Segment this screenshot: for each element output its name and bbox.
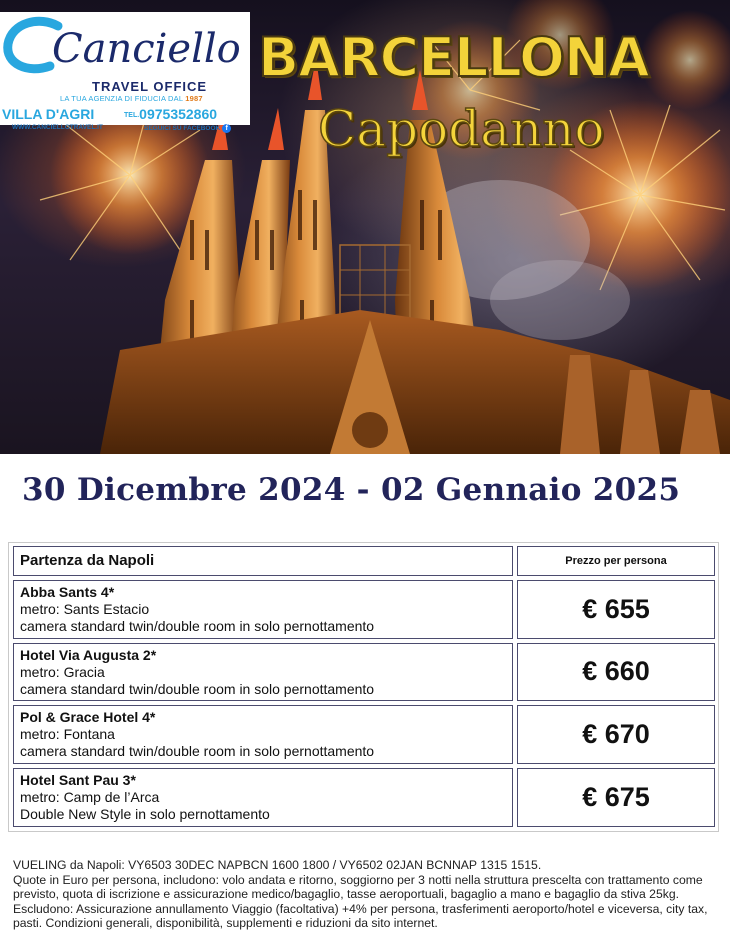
hotel-room: camera standard twin/double room in solo pernottamento <box>20 743 375 759</box>
logo-phone-number: 0975352860 <box>139 106 218 122</box>
hotel-metro: metro: Fontana <box>20 726 115 742</box>
hotel-metro: metro: Sants Estacio <box>20 601 150 617</box>
event-subtitle: Capodanno <box>318 100 605 158</box>
flight-details: VUELING da Napoli: VY6503 30DEC NAPBCN 1600 1800 / VY6502 02JAN BCNNAP 1315 1515. <box>13 858 542 872</box>
logo-tagline <box>60 94 203 103</box>
hotel-metro: metro: Gracia <box>20 664 105 680</box>
table-header-price: Prezzo per persona <box>517 546 715 576</box>
logo-website-link[interactable]: WWW.CANCIELLOTRAVEL.IT <box>12 124 103 131</box>
terms-footer <box>13 858 723 931</box>
logo-phone <box>124 106 217 122</box>
hotel-metro: metro: Camp de l’Arca <box>20 789 160 805</box>
facebook-icon: f <box>222 124 231 133</box>
hotel-name: Hotel Via Augusta 2* <box>20 647 157 663</box>
canciello-logo-script <box>0 12 241 82</box>
hotel-room: Double New Style in solo pernottamento <box>20 806 270 822</box>
hotel-room: camera standard twin/double room in solo pernottamento <box>20 681 375 697</box>
agency-logo <box>0 12 250 133</box>
hotel-price: € 670 <box>517 705 715 764</box>
logo-brand-name: Canciello <box>52 26 241 72</box>
price-table <box>8 542 719 832</box>
hotel-price: € 675 <box>517 768 715 827</box>
logo-city: VILLA D'AGRI <box>2 106 95 122</box>
includes-line-1: Quote in Euro per persona, includono: volo andata e ritorno, soggiorno per 3 notti nella struttura prescelta con trattamento come <box>13 872 703 887</box>
excludes-line-1: Escludono: Assicurazione annullamento Viaggio (facoltativa) +4% per persona, trasferimenti aeroporto/hotel e viceversa, city tax, <box>13 901 708 916</box>
travel-dates: 30 Dicembre 2024 - 02 Gennaio 2025 <box>22 472 681 508</box>
table-header-departure: Partenza da Napoli <box>13 546 513 576</box>
logo-facebook-link[interactable] <box>144 124 231 133</box>
includes-line-2: previsto, quota di iscrizione e assicurazione medico/bagaglio, tasse aeroportuali, bagaglio a mano e bagaglio da stiva 25kg. <box>13 887 679 902</box>
hotel-name: Pol & Grace Hotel 4* <box>20 709 156 725</box>
table-row-hotel <box>13 643 513 701</box>
logo-facebook-text: SEGUICI SU FACEBOOK <box>144 125 221 133</box>
destination-title: BARCELLONA <box>258 26 649 89</box>
excludes-line-2: pasti. Condizioni generali, disponibilità, supplementi e riduzioni da sito internet. <box>13 916 438 931</box>
table-row-hotel <box>13 705 513 764</box>
hotel-room: camera standard twin/double room in solo pernottamento <box>20 618 375 634</box>
logo-phone-prefix: TEL. <box>124 111 140 119</box>
logo-subtitle: TRAVEL OFFICE <box>92 79 208 94</box>
hero-image <box>0 0 730 454</box>
logo-since-year: 1987 <box>185 94 203 103</box>
hotel-name: Hotel Sant Pau 3* <box>20 772 136 788</box>
hotel-price: € 655 <box>517 580 715 639</box>
hotel-name: Abba Sants 4* <box>20 584 115 600</box>
logo-tagline-text: LA TUA AGENZIA DI FIDUCIA DAL <box>60 94 183 103</box>
table-row-hotel <box>13 768 513 827</box>
table-row-hotel <box>13 580 513 639</box>
hotel-price: € 660 <box>517 643 715 701</box>
